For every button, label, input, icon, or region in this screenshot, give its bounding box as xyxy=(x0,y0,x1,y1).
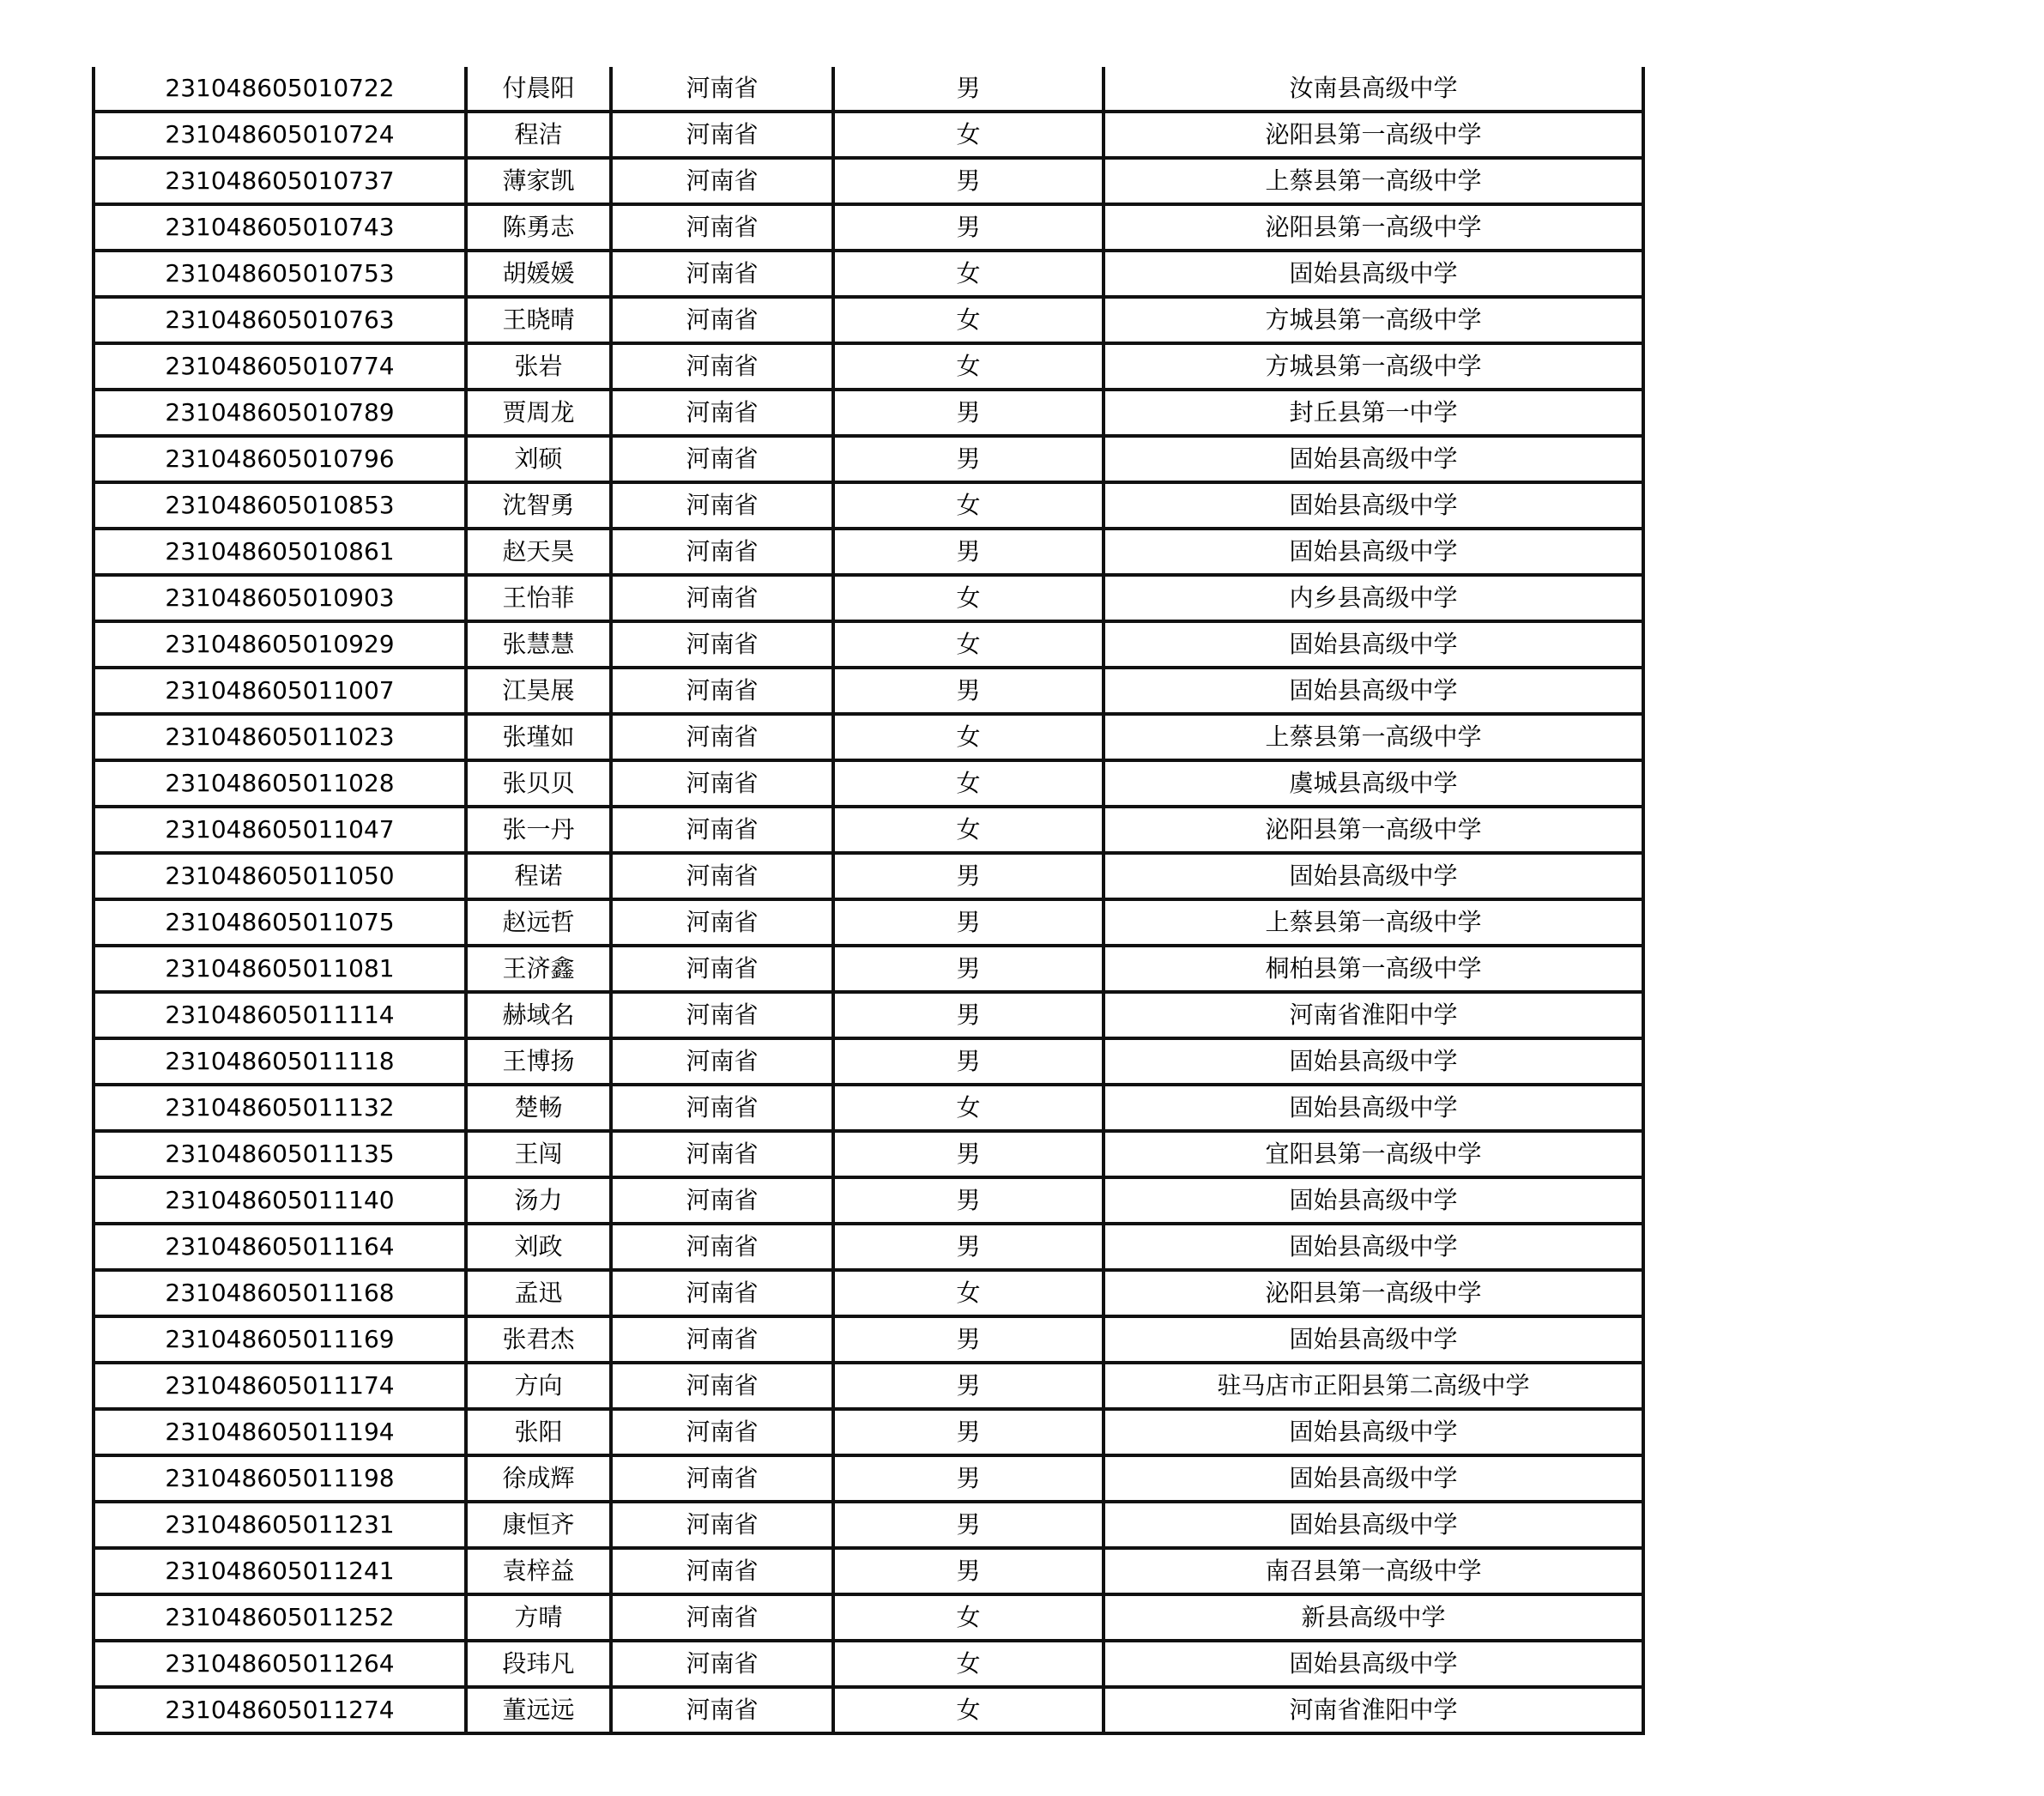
province-cell: 河南省 xyxy=(611,1455,833,1502)
gender-cell: 男 xyxy=(833,946,1104,992)
table-row xyxy=(94,1363,1643,1409)
province-cell: 河南省 xyxy=(611,714,833,760)
gender-cell: 女 xyxy=(833,112,1104,158)
table-row xyxy=(94,621,1643,668)
exam-id-cell: 231048605011140 xyxy=(94,1177,466,1224)
gender-cell: 女 xyxy=(833,251,1104,297)
gender-cell: 男 xyxy=(833,899,1104,946)
student-name-cell: 赵远哲 xyxy=(466,899,611,946)
gender-cell: 女 xyxy=(833,575,1104,621)
school-cell: 汝南县高级中学 xyxy=(1104,67,1643,112)
school-cell: 泌阳县第一高级中学 xyxy=(1104,204,1643,251)
table-row xyxy=(94,1409,1643,1455)
table-row xyxy=(94,1455,1643,1502)
school-cell: 宜阳县第一高级中学 xyxy=(1104,1131,1643,1177)
gender-cell: 女 xyxy=(833,1594,1104,1641)
student-name-cell: 胡媛媛 xyxy=(466,251,611,297)
province-cell: 河南省 xyxy=(611,1038,833,1085)
student-name-cell: 张慧慧 xyxy=(466,621,611,668)
table-row xyxy=(94,436,1643,482)
province-cell: 河南省 xyxy=(611,158,833,204)
gender-cell: 男 xyxy=(833,390,1104,436)
exam-id-cell: 231048605011252 xyxy=(94,1594,466,1641)
gender-cell: 男 xyxy=(833,436,1104,482)
exam-id-cell: 231048605011169 xyxy=(94,1316,466,1363)
student-name-cell: 张一丹 xyxy=(466,807,611,853)
gender-cell: 男 xyxy=(833,1363,1104,1409)
student-name-cell: 沈智勇 xyxy=(466,482,611,529)
table-row xyxy=(94,1641,1643,1687)
province-cell: 河南省 xyxy=(611,1641,833,1687)
gender-cell: 女 xyxy=(833,1270,1104,1316)
exam-id-cell: 231048605011194 xyxy=(94,1409,466,1455)
school-cell: 固始县高级中学 xyxy=(1104,482,1643,529)
table-row xyxy=(94,1502,1643,1548)
exam-id-cell: 231048605011050 xyxy=(94,853,466,899)
table-row xyxy=(94,899,1643,946)
student-name-cell: 付晨阳 xyxy=(466,67,611,112)
exam-id-cell: 231048605011118 xyxy=(94,1038,466,1085)
province-cell: 河南省 xyxy=(611,1548,833,1594)
exam-id-cell: 231048605010743 xyxy=(94,204,466,251)
exam-id-cell: 231048605010796 xyxy=(94,436,466,482)
student-name-cell: 王博扬 xyxy=(466,1038,611,1085)
province-cell: 河南省 xyxy=(611,1316,833,1363)
student-name-cell: 徐成辉 xyxy=(466,1455,611,1502)
exam-id-cell: 231048605010789 xyxy=(94,390,466,436)
province-cell: 河南省 xyxy=(611,760,833,807)
student-name-cell: 赫域名 xyxy=(466,992,611,1038)
province-cell: 河南省 xyxy=(611,1224,833,1270)
school-cell: 固始县高级中学 xyxy=(1104,1177,1643,1224)
table-row xyxy=(94,714,1643,760)
student-name-cell: 王闯 xyxy=(466,1131,611,1177)
gender-cell: 男 xyxy=(833,853,1104,899)
student-name-cell: 张岩 xyxy=(466,343,611,390)
province-cell: 河南省 xyxy=(611,668,833,714)
school-cell: 固始县高级中学 xyxy=(1104,621,1643,668)
student-name-cell: 段玮凡 xyxy=(466,1641,611,1687)
exam-id-cell: 231048605010763 xyxy=(94,297,466,343)
table-row xyxy=(94,482,1643,529)
student-name-cell: 程诺 xyxy=(466,853,611,899)
province-cell: 河南省 xyxy=(611,251,833,297)
exam-id-cell: 231048605011028 xyxy=(94,760,466,807)
exam-id-cell: 231048605011198 xyxy=(94,1455,466,1502)
exam-id-cell: 231048605011274 xyxy=(94,1687,466,1733)
school-cell: 固始县高级中学 xyxy=(1104,436,1643,482)
province-cell: 河南省 xyxy=(611,112,833,158)
school-cell: 虞城县高级中学 xyxy=(1104,760,1643,807)
table-row xyxy=(94,297,1643,343)
province-cell: 河南省 xyxy=(611,1409,833,1455)
gender-cell: 女 xyxy=(833,714,1104,760)
student-name-cell: 董远远 xyxy=(466,1687,611,1733)
gender-cell: 男 xyxy=(833,1038,1104,1085)
gender-cell: 男 xyxy=(833,1316,1104,1363)
student-name-cell: 王怡菲 xyxy=(466,575,611,621)
gender-cell: 男 xyxy=(833,1502,1104,1548)
table-row xyxy=(94,112,1643,158)
document-page xyxy=(92,67,1645,1735)
exam-id-cell: 231048605011241 xyxy=(94,1548,466,1594)
exam-id-cell: 231048605011023 xyxy=(94,714,466,760)
province-cell: 河南省 xyxy=(611,992,833,1038)
table-row xyxy=(94,529,1643,575)
gender-cell: 男 xyxy=(833,1409,1104,1455)
school-cell: 桐柏县第一高级中学 xyxy=(1104,946,1643,992)
table-row xyxy=(94,760,1643,807)
gender-cell: 男 xyxy=(833,1548,1104,1594)
table-row xyxy=(94,251,1643,297)
exam-id-cell: 231048605010929 xyxy=(94,621,466,668)
province-cell: 河南省 xyxy=(611,853,833,899)
exam-id-cell: 231048605011007 xyxy=(94,668,466,714)
gender-cell: 男 xyxy=(833,992,1104,1038)
table-row xyxy=(94,853,1643,899)
exam-id-cell: 231048605010737 xyxy=(94,158,466,204)
school-cell: 固始县高级中学 xyxy=(1104,1409,1643,1455)
province-cell: 河南省 xyxy=(611,482,833,529)
table-row xyxy=(94,1177,1643,1224)
gender-cell: 女 xyxy=(833,1687,1104,1733)
exam-id-cell: 231048605010903 xyxy=(94,575,466,621)
school-cell: 固始县高级中学 xyxy=(1104,1224,1643,1270)
gender-cell: 男 xyxy=(833,1177,1104,1224)
student-name-cell: 方晴 xyxy=(466,1594,611,1641)
table-row xyxy=(94,946,1643,992)
exam-id-cell: 231048605011168 xyxy=(94,1270,466,1316)
gender-cell: 女 xyxy=(833,1085,1104,1131)
school-cell: 泌阳县第一高级中学 xyxy=(1104,807,1643,853)
province-cell: 河南省 xyxy=(611,621,833,668)
gender-cell: 女 xyxy=(833,760,1104,807)
student-name-cell: 王晓晴 xyxy=(466,297,611,343)
table-row xyxy=(94,1316,1643,1363)
school-cell: 新县高级中学 xyxy=(1104,1594,1643,1641)
school-cell: 南召县第一高级中学 xyxy=(1104,1548,1643,1594)
student-name-cell: 贾周龙 xyxy=(466,390,611,436)
table-row xyxy=(94,343,1643,390)
school-cell: 固始县高级中学 xyxy=(1104,1455,1643,1502)
table-row xyxy=(94,1038,1643,1085)
student-name-cell: 袁梓益 xyxy=(466,1548,611,1594)
gender-cell: 男 xyxy=(833,1131,1104,1177)
exam-id-cell: 231048605011164 xyxy=(94,1224,466,1270)
table-row xyxy=(94,1224,1643,1270)
student-name-cell: 薄家凯 xyxy=(466,158,611,204)
gender-cell: 女 xyxy=(833,807,1104,853)
school-cell: 内乡县高级中学 xyxy=(1104,575,1643,621)
school-cell: 固始县高级中学 xyxy=(1104,1316,1643,1363)
province-cell: 河南省 xyxy=(611,1502,833,1548)
province-cell: 河南省 xyxy=(611,1131,833,1177)
gender-cell: 男 xyxy=(833,204,1104,251)
exam-id-cell: 231048605010861 xyxy=(94,529,466,575)
province-cell: 河南省 xyxy=(611,807,833,853)
province-cell: 河南省 xyxy=(611,1594,833,1641)
province-cell: 河南省 xyxy=(611,390,833,436)
exam-id-cell: 231048605011135 xyxy=(94,1131,466,1177)
gender-cell: 男 xyxy=(833,67,1104,112)
table-row xyxy=(94,1687,1643,1733)
school-cell: 驻马店市正阳县第二高级中学 xyxy=(1104,1363,1643,1409)
school-cell: 固始县高级中学 xyxy=(1104,1038,1643,1085)
exam-id-cell: 231048605011174 xyxy=(94,1363,466,1409)
province-cell: 河南省 xyxy=(611,204,833,251)
gender-cell: 女 xyxy=(833,297,1104,343)
school-cell: 固始县高级中学 xyxy=(1104,1641,1643,1687)
table-row xyxy=(94,1085,1643,1131)
province-cell: 河南省 xyxy=(611,575,833,621)
school-cell: 固始县高级中学 xyxy=(1104,529,1643,575)
school-cell: 泌阳县第一高级中学 xyxy=(1104,112,1643,158)
school-cell: 方城县第一高级中学 xyxy=(1104,343,1643,390)
student-name-cell: 王济鑫 xyxy=(466,946,611,992)
province-cell: 河南省 xyxy=(611,1363,833,1409)
school-cell: 河南省淮阳中学 xyxy=(1104,1687,1643,1733)
school-cell: 固始县高级中学 xyxy=(1104,251,1643,297)
exam-id-cell: 231048605011132 xyxy=(94,1085,466,1131)
gender-cell: 男 xyxy=(833,529,1104,575)
province-cell: 河南省 xyxy=(611,1085,833,1131)
province-cell: 河南省 xyxy=(611,67,833,112)
school-cell: 上蔡县第一高级中学 xyxy=(1104,158,1643,204)
student-name-cell: 江昊展 xyxy=(466,668,611,714)
province-cell: 河南省 xyxy=(611,1270,833,1316)
student-name-cell: 方向 xyxy=(466,1363,611,1409)
exam-id-cell: 231048605010724 xyxy=(94,112,466,158)
table-row xyxy=(94,1548,1643,1594)
gender-cell: 男 xyxy=(833,1224,1104,1270)
gender-cell: 女 xyxy=(833,343,1104,390)
student-table-body xyxy=(94,67,1643,1733)
province-cell: 河南省 xyxy=(611,1177,833,1224)
table-row xyxy=(94,1131,1643,1177)
exam-id-cell: 231048605011081 xyxy=(94,946,466,992)
student-name-cell: 汤力 xyxy=(466,1177,611,1224)
gender-cell: 女 xyxy=(833,621,1104,668)
gender-cell: 女 xyxy=(833,1641,1104,1687)
province-cell: 河南省 xyxy=(611,529,833,575)
province-cell: 河南省 xyxy=(611,297,833,343)
table-row xyxy=(94,992,1643,1038)
table-row xyxy=(94,1594,1643,1641)
school-cell: 固始县高级中学 xyxy=(1104,1085,1643,1131)
school-cell: 上蔡县第一高级中学 xyxy=(1104,714,1643,760)
student-name-cell: 张贝贝 xyxy=(466,760,611,807)
exam-id-cell: 231048605011047 xyxy=(94,807,466,853)
table-row xyxy=(94,390,1643,436)
exam-id-cell: 231048605011264 xyxy=(94,1641,466,1687)
table-row xyxy=(94,158,1643,204)
student-name-cell: 孟迅 xyxy=(466,1270,611,1316)
school-cell: 河南省淮阳中学 xyxy=(1104,992,1643,1038)
student-name-cell: 楚畅 xyxy=(466,1085,611,1131)
table-row xyxy=(94,807,1643,853)
school-cell: 上蔡县第一高级中学 xyxy=(1104,899,1643,946)
school-cell: 固始县高级中学 xyxy=(1104,1502,1643,1548)
gender-cell: 女 xyxy=(833,482,1104,529)
exam-id-cell: 231048605010853 xyxy=(94,482,466,529)
student-name-cell: 程洁 xyxy=(466,112,611,158)
student-name-cell: 张瑾如 xyxy=(466,714,611,760)
province-cell: 河南省 xyxy=(611,436,833,482)
exam-id-cell: 231048605010774 xyxy=(94,343,466,390)
province-cell: 河南省 xyxy=(611,343,833,390)
table-row xyxy=(94,575,1643,621)
school-cell: 方城县第一高级中学 xyxy=(1104,297,1643,343)
student-name-cell: 刘硕 xyxy=(466,436,611,482)
school-cell: 固始县高级中学 xyxy=(1104,853,1643,899)
exam-id-cell: 231048605011231 xyxy=(94,1502,466,1548)
table-row xyxy=(94,67,1643,112)
exam-id-cell: 231048605010722 xyxy=(94,67,466,112)
student-name-cell: 刘政 xyxy=(466,1224,611,1270)
table-row xyxy=(94,668,1643,714)
exam-id-cell: 231048605011075 xyxy=(94,899,466,946)
student-name-cell: 张阳 xyxy=(466,1409,611,1455)
school-cell: 固始县高级中学 xyxy=(1104,668,1643,714)
province-cell: 河南省 xyxy=(611,899,833,946)
gender-cell: 男 xyxy=(833,158,1104,204)
student-table xyxy=(92,67,1645,1735)
exam-id-cell: 231048605010753 xyxy=(94,251,466,297)
province-cell: 河南省 xyxy=(611,946,833,992)
student-name-cell: 康恒齐 xyxy=(466,1502,611,1548)
exam-id-cell: 231048605011114 xyxy=(94,992,466,1038)
student-name-cell: 张君杰 xyxy=(466,1316,611,1363)
school-cell: 泌阳县第一高级中学 xyxy=(1104,1270,1643,1316)
gender-cell: 男 xyxy=(833,1455,1104,1502)
table-row xyxy=(94,204,1643,251)
gender-cell: 男 xyxy=(833,668,1104,714)
student-name-cell: 赵天昊 xyxy=(466,529,611,575)
student-name-cell: 陈勇志 xyxy=(466,204,611,251)
province-cell: 河南省 xyxy=(611,1687,833,1733)
school-cell: 封丘县第一中学 xyxy=(1104,390,1643,436)
table-row xyxy=(94,1270,1643,1316)
